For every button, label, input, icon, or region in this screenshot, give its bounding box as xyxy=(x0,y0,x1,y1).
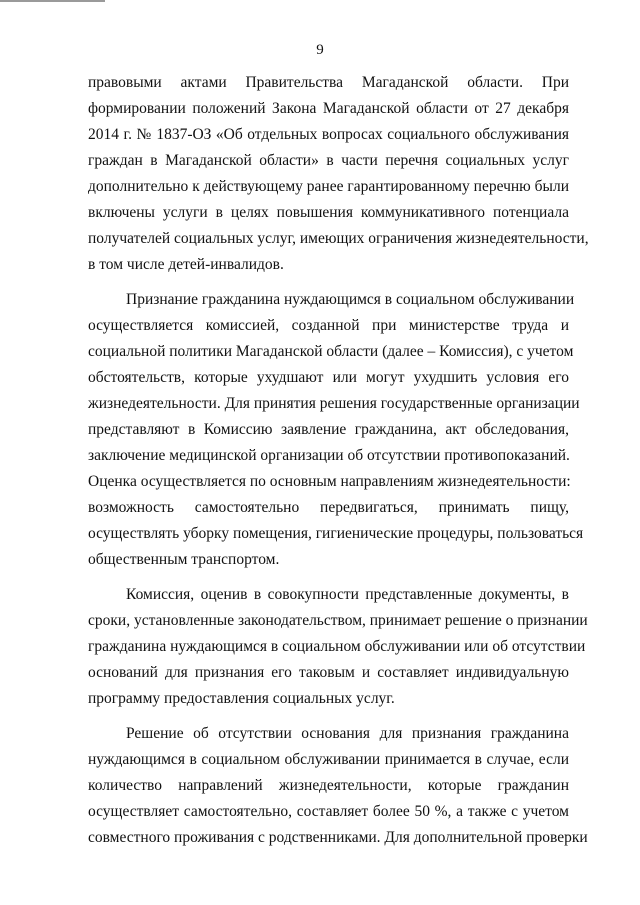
text-line: заключение медицинской организации об отсутствии противопоказаний. xyxy=(88,447,570,464)
text-line: правовыми актами Правительства Магаданской области. При xyxy=(88,74,569,91)
text-line: обстоятельств, которые ухудшают или могут ухудшить условия его xyxy=(88,369,569,386)
text-line: Признание гражданина нуждающимся в социальном обслуживании xyxy=(126,291,575,308)
text-line: Решение об отсутствии основания для признания гражданина xyxy=(126,725,569,742)
text-line: общественным транспортом. xyxy=(88,551,280,568)
paragraph-4 xyxy=(88,721,588,851)
paragraph-1 xyxy=(88,70,589,278)
text-line: гражданина нуждающимся в социальном обслуживании или об отсутствии xyxy=(88,638,586,655)
text-line: дополнительно к действующему ранее гарантированному перечню были xyxy=(88,178,569,195)
page-number: 9 xyxy=(316,42,324,58)
text-line: представляют в Комиссию заявление гражданина, акт обследования, xyxy=(88,421,569,438)
text-line: в том числе детей-инвалидов. xyxy=(88,256,284,273)
text-line: осуществлять уборку помещения, гигиенические процедуры, пользоваться xyxy=(88,525,584,542)
paragraph-2 xyxy=(88,287,584,573)
text-line: совместного проживания с родственниками. Для дополнительной проверки xyxy=(88,829,588,846)
text-line: программу предоставления социальных услуг. xyxy=(88,690,395,707)
paragraph-3 xyxy=(88,582,588,712)
text-line: жизнедеятельности. Для принятия решения государственные организации xyxy=(88,395,580,412)
text-line: осуществляет самостоятельно, составляет более 50 %, а также с учетом xyxy=(88,803,569,820)
text-line: включены услуги в целях повышения коммуникативного потенциала xyxy=(88,204,569,221)
document-body xyxy=(88,70,589,860)
text-line: количество направлений жизнедеятельности, которые гражданин xyxy=(88,777,569,794)
text-line: граждан в Магаданской области» в части перечня социальных услуг xyxy=(88,152,569,169)
text-line: 2014 г. № 1837-ОЗ «Об отдельных вопросах социального обслуживания xyxy=(88,126,569,143)
text-line: нуждающимся в социальном обслуживании принимается в случае, если xyxy=(88,751,569,768)
scan-edge-mark xyxy=(0,0,105,2)
text-line: возможность самостоятельно передвигаться, принимать пищу, xyxy=(88,499,569,516)
text-line: сроки, установленные законодательством, принимает решение о признании xyxy=(88,612,588,629)
text-line: осуществляется комиссией, созданной при министерстве труда и xyxy=(88,317,569,334)
text-line: получателей социальных услуг, имеющих ограничения жизнедеятельности, xyxy=(88,230,589,247)
text-line: оснований для признания его таковым и составляет индивидуальную xyxy=(88,664,569,681)
text-line: формировании положений Закона Магаданской области от 27 декабря xyxy=(88,100,569,117)
text-line: Комиссия, оценив в совокупности представленные документы, в xyxy=(126,586,569,603)
text-line: Оценка осуществляется по основным направлениям жизнедеятельности: xyxy=(88,473,571,490)
text-line: социальной политики Магаданской области (далее – Комиссия), с учетом xyxy=(88,343,574,360)
